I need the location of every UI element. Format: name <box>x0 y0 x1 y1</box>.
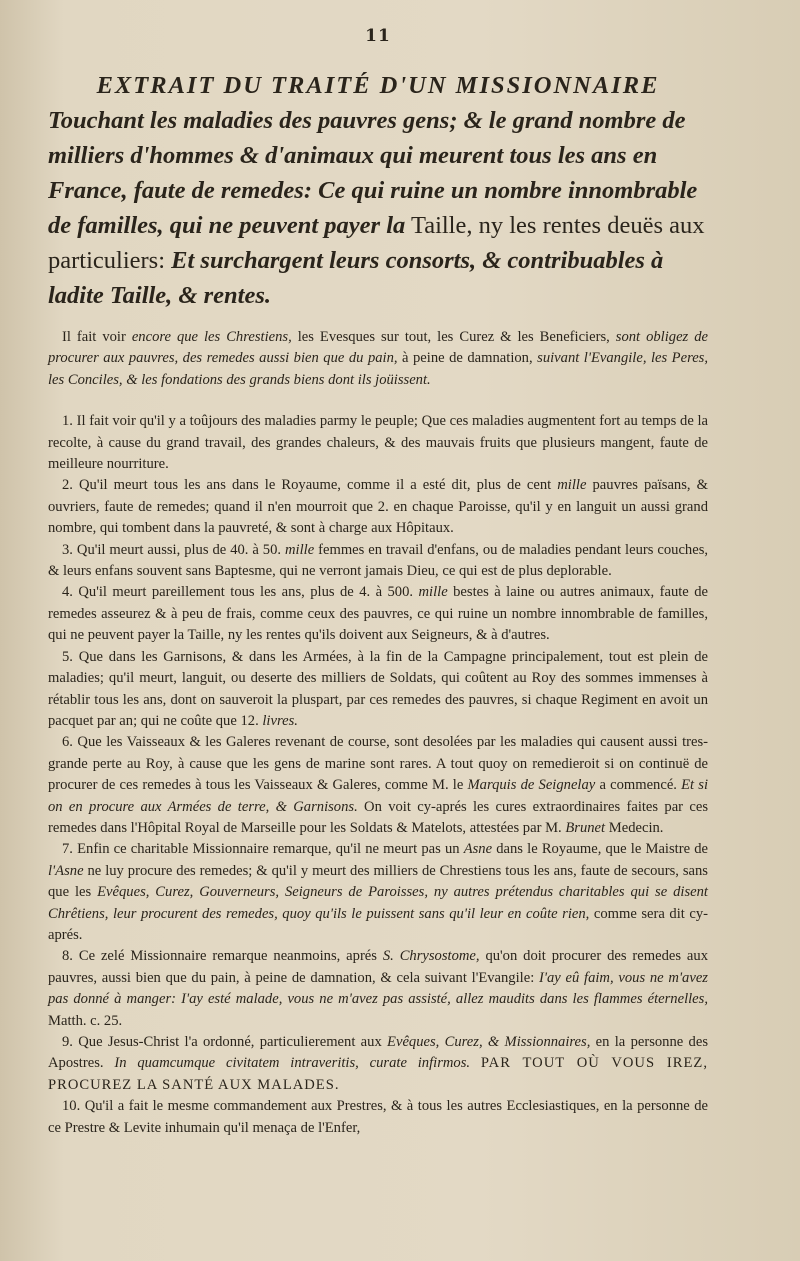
item-text: S. Chrysostome, <box>382 948 486 965</box>
item-number: 1. <box>62 413 77 430</box>
document-title <box>48 68 708 313</box>
item-text: mille <box>557 477 593 494</box>
item-text: Medecin. <box>608 819 664 836</box>
item-text: ne luy procure des remedes; & qu'il y meurt des milliers de Chrestiens tous les ans, faute de secours, sans que les <box>48 862 708 901</box>
title-tail: Et surchargent leurs consorts, & contribuables à ladite Taille, & rentes. <box>48 247 664 309</box>
intro-e: à peine de damnation, <box>402 350 533 367</box>
item-text: Que Jesus-Christ l'a ordonné, particulierement aux <box>78 1034 388 1050</box>
item-number: 10. <box>62 1098 85 1115</box>
item-paragraph <box>48 732 708 839</box>
intro-f: suivant l'Evangile, les Peres, les Conciles, & les fondations des grands biens dont ils joüissent. <box>48 350 709 388</box>
title-taille: Taille, ny les rentes deuës aux particuliers: <box>48 212 705 274</box>
item-text: Que les Vaisseaux & les Galeres revenant de course, sont desolées par les maladies qui causent aussi tres-grande perte au Roy, à cause que les gens de marine sont rares. A tout quoy on remedieroit si on continuë de procurer de ces remedes à tous les Vaisseaux & Galeres, comme M. le <box>48 734 708 794</box>
item-text: PAR TOUT OÙ VOUS IREZ, PROCUREZ LA SANTÉ AUX MALADES. <box>48 1055 708 1093</box>
item-text: Matth. c. 25. <box>48 1012 123 1029</box>
item-paragraph <box>48 475 708 539</box>
item-text: In quamcumque civitatem intraveritis, curate infirmos. <box>114 1055 481 1072</box>
item-number: 2. <box>62 477 80 494</box>
item-paragraph <box>48 946 708 1032</box>
item-text: livres. <box>262 712 298 729</box>
item-number: 8. <box>62 948 79 965</box>
item-number: 6. <box>62 734 78 751</box>
item-text: bestes à laine ou autres animaux, faute de remedes asseurez & à peu de frais, comme ceux des pauvres, ce qui ruine un nombre innombrable de familles, qui ne peuvent payer la Taille, ny les rentes qu'ils doivent aux Seigneurs, & à d'autres. <box>48 584 708 644</box>
item-number: 3. <box>62 541 77 558</box>
item-text: dans le Royaume, que le Maistre de <box>496 841 708 858</box>
item-text: femmes en travail d'enfans, ou de maladies pendant leurs couches, & leurs enfans souvent sans Baptesme, qui ne verront jamais Dieu, ce qui est de plus deplorable. <box>48 541 709 580</box>
intro-d: sont obligez de procurer aux pauvres, des remedes aussi bien que du pain, <box>48 329 708 367</box>
item-text: en la personne des Apostres. <box>48 1034 708 1072</box>
item-number: 9. <box>62 1034 79 1050</box>
item-text: Brunet <box>565 819 609 836</box>
item-number: 5. <box>62 648 79 665</box>
item-paragraph <box>48 647 708 733</box>
numbered-items <box>48 411 708 1139</box>
item-number: 4. <box>62 584 79 601</box>
item-text: On voit cy-aprés les cures extraordinaires faites par ces remedes dans l'Hôpital Royal de Marseille pour les Soldats & Matelots, attestées par M. <box>48 798 708 836</box>
item-text: pauvres païsans, & ouvriers, faute de remedes; quand il n'en mourroit que 2. en chaque Paroisse, qu'il y en languit un aussi grand nombre, qui tombent dans la pauvreté, & sont à charge aux Hôpitaux. <box>48 477 708 537</box>
item-paragraph <box>48 582 708 646</box>
item-text: a commencé. <box>599 777 682 794</box>
item-text: Ce zelé Missionnaire remarque neanmoins, aprés <box>78 948 383 965</box>
item-text: Il fait voir qu'il y a toûjours des maladies parmy le peuple; Que ces maladies augmentent fort au temps de la recolte, à cause du grand travail, des grandes chaleurs, & des mauvais fruits que plusieurs mangent, faute de meilleure nourriture. <box>48 413 709 473</box>
title-subject: Touchant les maladies des pauvres gens; & le grand nombre de milliers d'hommes & d'animaux qui meurent tous les ans en France, faute de remedes: Ce qui ruine un nombre innombrable de familles, qui ne peuvent payer la <box>48 107 698 239</box>
item-text: Evêques, Curez, Gouverneurs, Seigneurs de Paroisses, ny autres prétendus charitables qui se disent Chrêtiens, leur procurent des remedes, quoy qu'ils le puissent sans qu'il leur en coûte rien, <box>48 884 708 922</box>
item-text: Qu'il meurt aussi, plus de 40. à 50. <box>76 541 285 558</box>
intro-paragraph <box>48 327 708 391</box>
item-text: Qu'il meurt tous les ans dans le Royaume, comme il a esté dit, plus de cent <box>79 477 558 494</box>
item-paragraph <box>48 411 708 475</box>
item-text: I'ay eû faim, vous ne m'avez pas donné à manger: I'ay esté malade, vous ne m'avez pas assisté, allez maudits dans les flammes éternelles, <box>48 969 708 1008</box>
intro-a: Il fait voir <box>62 329 126 345</box>
intro-b: encore que les Chrestiens, <box>131 329 292 345</box>
page-number: 11 <box>365 26 391 46</box>
item-text: l'Asne <box>48 862 88 879</box>
item-paragraph <box>48 540 708 583</box>
item-text: Et si on en procure aux Armées de terre, & Garnisons. <box>48 777 709 815</box>
item-text: mille <box>418 584 454 601</box>
item-paragraph <box>48 1096 708 1139</box>
item-text: Que dans les Garnisons, & dans les Armées, à la fin de la Campagne principalement, tout est plein de maladies; qu'il meurt, languit, ou deserte des milliers de Soldats, qui coûtent au Roy des sommes immenses à rétablir tous les ans, dont on sauveroit la pluspart, par ces remedes des pauvres, si chaque Regiment en avoit un pacquet par an; qui ne coûte que 12. <box>48 648 709 729</box>
item-text: mille <box>285 541 319 558</box>
item-text: qu'on doit procurer des remedes aux pauvres, aussi bien que du pain, à peine de damnation, & cela suivant l'Evangile: <box>48 948 708 986</box>
item-text: Qu'il a fait le mesme commandement aux Prestres, & à tous les autres Ecclesiastiques, en la personne de ce Prestre & Levite inhumain qu'il menaça de l'Enfer, <box>48 1098 709 1136</box>
item-text: Enfin ce charitable Missionnaire remarque, qu'il ne meurt pas un <box>77 841 464 858</box>
item-text: Qu'il meurt pareillement tous les ans, plus de 4. à 500. <box>78 584 419 601</box>
item-text: Marquis de Seignelay <box>467 777 600 794</box>
item-number: 7. <box>62 841 78 858</box>
item-text: Evêques, Curez, & Missionnaires, <box>387 1034 596 1050</box>
item-text: comme sera dit cy-aprés. <box>48 905 708 943</box>
title-heading: EXTRAIT DU TRAITÉ D'UN MISSIONNAIRE <box>96 72 660 99</box>
item-text: Asne <box>463 841 497 858</box>
item-paragraph <box>48 839 708 946</box>
item-paragraph <box>48 1032 708 1096</box>
intro-c: les Evesques sur tout, les Curez & les Beneficiers, <box>297 329 610 345</box>
